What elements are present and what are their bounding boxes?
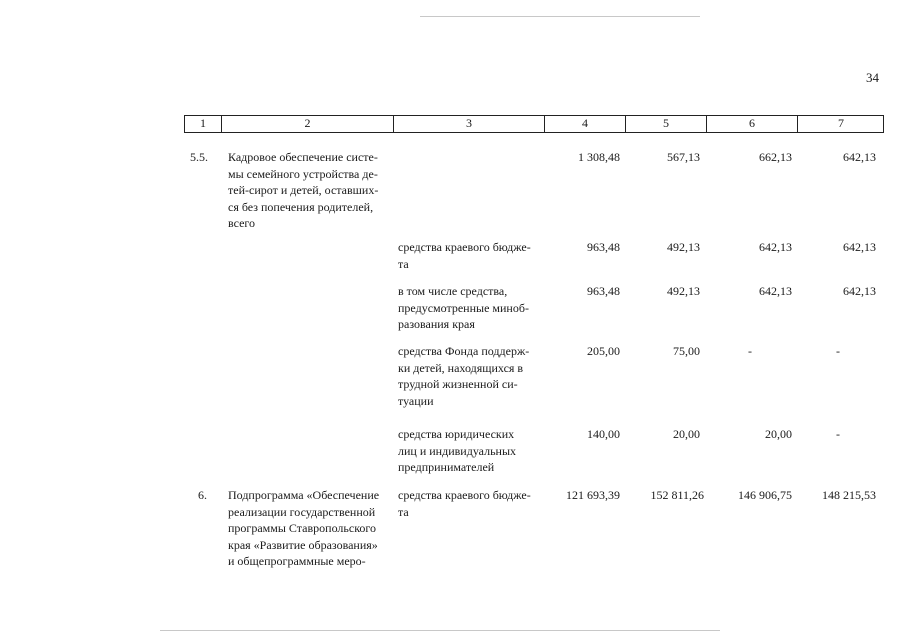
scan-artifact — [160, 630, 720, 631]
value-col6: 20,00 — [765, 427, 792, 441]
value-col6: 642,13 — [759, 240, 792, 254]
value-col4: 963,48 — [587, 240, 620, 254]
value-col5: 492,13 — [667, 284, 700, 298]
funding-source: средства юридических лиц и индивидуальных предпринимателей — [398, 427, 517, 474]
column-header: 6 — [706, 116, 797, 132]
value-col6: 642,13 — [759, 284, 792, 298]
page-number: 34 — [866, 70, 879, 85]
value-col5: 567,13 — [667, 150, 700, 164]
value-col6: 146 906,75 — [738, 488, 792, 502]
column-header: 1 — [200, 116, 206, 130]
row-number: 5.5. — [190, 150, 208, 164]
row-name: Подпрограмма «Обеспечение реализации государственной программы Ставропольского края «Развитие образования» и общепрограммные меро- — [228, 488, 380, 568]
value-col6: 662,13 — [759, 150, 792, 164]
scan-artifact — [420, 16, 700, 17]
value-col4: 140,00 — [587, 427, 620, 441]
value-col4: 121 693,39 — [566, 488, 620, 502]
value-col5: 75,00 — [673, 344, 700, 358]
value-col6: - — [748, 344, 752, 358]
value-col7: 642,13 — [843, 150, 876, 164]
funding-source: средства Фонда поддерж- ки детей, находящихся в трудной жизненной си- туации — [398, 344, 530, 408]
funding-source: средства краевого бюдже- та — [398, 488, 531, 519]
funding-source: в том числе средства, предусмотренные миноб- разования края — [398, 284, 529, 331]
funding-source: средства краевого бюдже- та — [398, 240, 531, 271]
value-col4: 963,48 — [587, 284, 620, 298]
value-col5: 152 811,26 — [650, 488, 704, 502]
value-col4: 205,00 — [587, 344, 620, 358]
column-header: 2 — [221, 116, 393, 132]
value-col7: 642,13 — [843, 240, 876, 254]
value-col7: - — [836, 427, 840, 441]
value-col7: 148 215,53 — [822, 488, 876, 502]
column-header: 3 — [393, 116, 544, 132]
table-header — [184, 115, 884, 133]
value-col7: 642,13 — [843, 284, 876, 298]
column-header: 4 — [544, 116, 625, 132]
value-col5: 20,00 — [673, 427, 700, 441]
column-header: 7 — [797, 116, 884, 132]
column-header: 5 — [625, 116, 706, 132]
row-name: Кадровое обеспечение систе- мы семейного устройства де- тей-сирот и детей, оставших- ся без попечения родителей, всего — [228, 150, 379, 230]
value-col5: 492,13 — [667, 240, 700, 254]
row-number: 6. — [198, 488, 207, 502]
value-col4: 1 308,48 — [578, 150, 620, 164]
value-col7: - — [836, 344, 840, 358]
